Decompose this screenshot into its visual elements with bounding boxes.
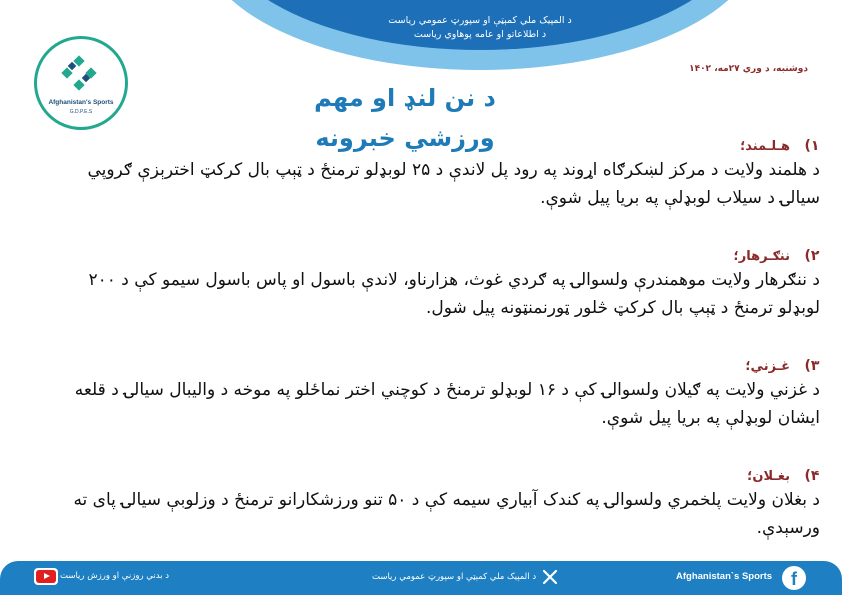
news-item-number: ۱) — [804, 138, 820, 154]
logo-subtitle: G.D.P.E.S — [69, 109, 93, 115]
news-item — [60, 358, 820, 432]
news-item-province: غـزني؛ — [745, 358, 790, 374]
footer-x-link[interactable] — [372, 569, 558, 585]
title-line-1: د نن لنډ او مهم — [314, 84, 496, 112]
news-item-text: د ننګرهار ولايت موهمندرې ولسوالۍ په ګردي غوث، هزارناو، لاندې باسول او پاس باسول سيمو کې د ۲۰۰ لوبډلو ترمنځ د ټېپ بال کرکټ څلور ټورنمنټونه پيل شول. — [88, 270, 820, 318]
organization-logo — [34, 36, 128, 130]
date-label: دوشنبه، د وري ۲۷مه، ۱۴۰۲ — [689, 64, 808, 74]
news-item-province: هـلـمند؛ — [740, 138, 790, 154]
news-item — [60, 138, 820, 212]
news-item-header — [60, 138, 820, 154]
x-icon — [542, 569, 558, 585]
news-item — [60, 468, 820, 542]
facebook-icon[interactable]: f — [782, 566, 806, 590]
news-item-number: ۴) — [804, 468, 820, 484]
news-item — [60, 248, 820, 322]
footer-x-label: د المپیک ملي کمېټې او سپورټ عمومي رياست — [372, 572, 537, 582]
banner-line-2: د اطلاعاتو او عامه پوهاوي رياست — [413, 29, 547, 40]
news-item-number: ۲) — [804, 248, 820, 264]
footer-youtube-label: د بدني روزنې او ورزش رياست — [60, 571, 170, 581]
news-item-header — [60, 358, 820, 374]
title-line-2: ورزشي خبرونه — [315, 124, 495, 152]
logo-mark-icon — [59, 51, 103, 95]
youtube-icon[interactable] — [34, 568, 58, 585]
news-item-province: بغـلان؛ — [747, 468, 790, 484]
news-item-header — [60, 468, 820, 484]
news-item-header — [60, 248, 820, 264]
banner-line-1: د المپیک ملي کمېټې او سپورټ عمومي رياست — [388, 15, 572, 26]
news-item-province: ننګـرهار؛ — [733, 248, 790, 264]
banner-text — [290, 14, 670, 42]
news-item-number: ۳) — [804, 358, 820, 374]
news-item-text: د هلمند ولايت د مرکز لښکرګاه اړوند په رود پل لاندې د ۲۵ لوبډلو ترمنځ د ټېپ بال کرکټ اخترېزې ګروپي سيالۍ د سيلاب لوبډلې په بريا پيل شوې. — [87, 160, 820, 208]
news-item-text: د بغلان ولايت پلخمري ولسوالۍ په کندک آبياري سيمه کې د ۵۰ تنو ورزشکارانو ترمنځ د وزلوبې سيالۍ پای ته ورسېدې. — [73, 490, 820, 538]
footer-facebook-label: Afghanistan`s Sports — [676, 571, 773, 582]
news-item-text: د غزني ولايت په ګيلان ولسوالۍ کې د ۱۶ لوبډلو ترمنځ د کوچني اختر نماځلو په موخه د واليبال سيالۍ د قلعه ايشان لوبډلې په بريا پيل شوې. — [74, 380, 820, 428]
footer-bar — [0, 561, 842, 595]
logo-name: Afghanistan's Sports — [48, 99, 114, 106]
